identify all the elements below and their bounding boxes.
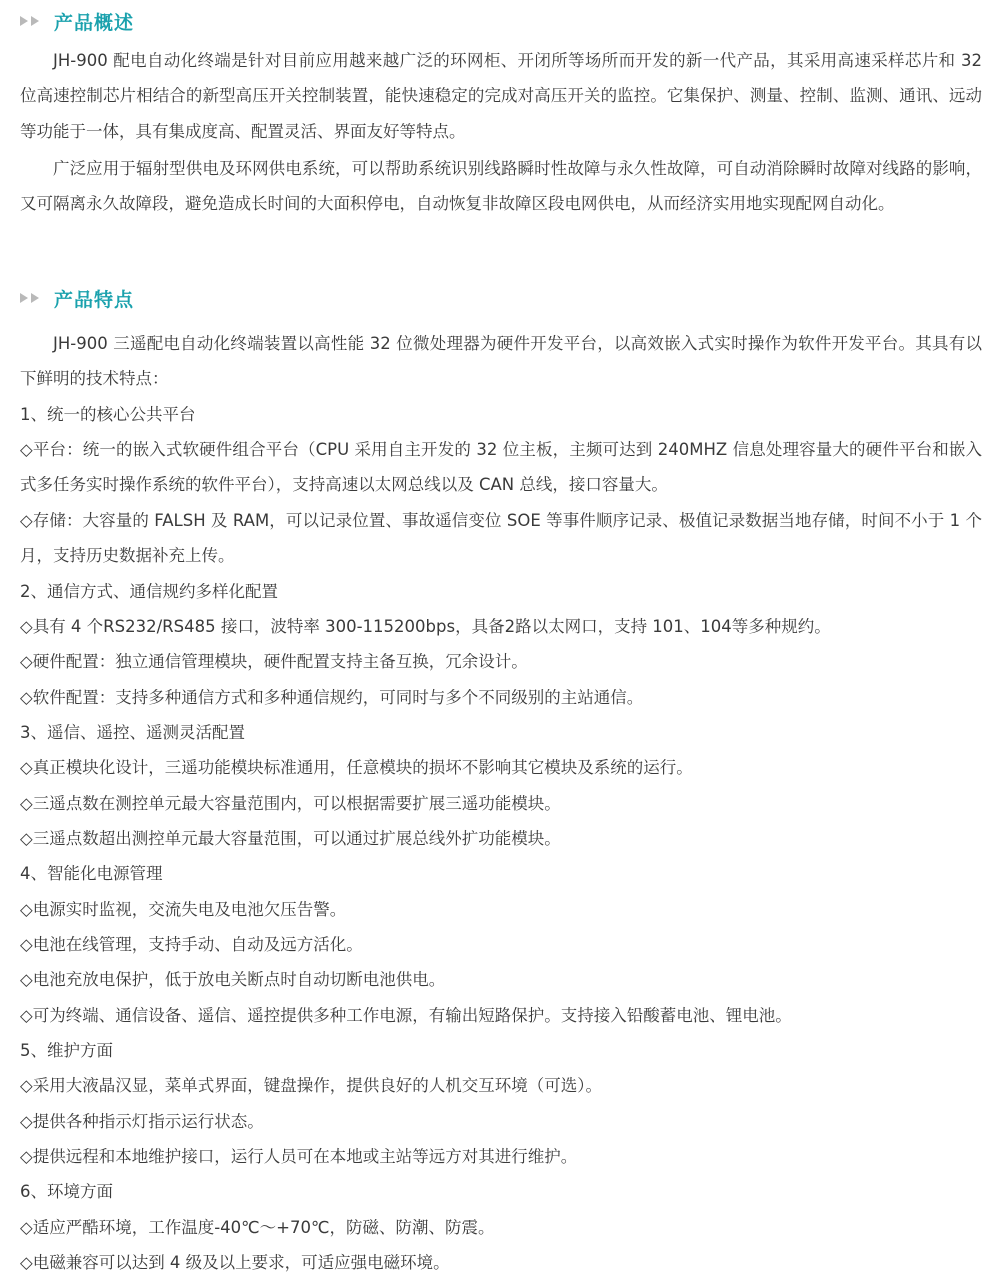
feature-heading-1: 1、统一的核心公共平台 bbox=[20, 405, 196, 424]
feature-heading-2: 2、通信方式、通信规约多样化配置 bbox=[20, 582, 278, 601]
features-title: 产品特点 bbox=[54, 288, 135, 311]
feature-item: ◇提供远程和本地维护接口，运行人员可在本地或主站等远方对其进行维护。 bbox=[20, 1147, 578, 1166]
overview-paragraph-2: 广泛应用于辐射型供电及环网供电系统，可以帮助系统识别线路瞬时性故障与永久性故障，可自动消除瞬时故障对线路的影响，又可隔离永久故障段，避免造成长时间的大面积停电，自动恢复非故障区段电网供电，从而经济实用地实现配网自动化。 bbox=[20, 159, 982, 214]
feature-item: ◇硬件配置：独立通信管理模块，硬件配置支持主备互换，冗余设计。 bbox=[20, 652, 528, 671]
feature-item: ◇存储：大容量的 FALSH 及 RAM，可以记录位置、事故遥信变位 SOE 等事件顺序记录、极值记录数据当地存储，时间不小于 1 个月，支持历史数据补充上传。 bbox=[20, 511, 982, 566]
feature-item: ◇软件配置：支持多种通信方式和多种通信规约，可同时与多个不同级别的主站通信。 bbox=[20, 688, 644, 707]
feature-item: ◇电源实时监视，交流失电及电池欠压告警。 bbox=[20, 900, 347, 919]
section-title-features bbox=[20, 283, 134, 313]
feature-item: ◇三遥点数超出测控单元最大容量范围，可以通过扩展总线外扩功能模块。 bbox=[20, 829, 561, 848]
feature-item: ◇电磁兼容可以达到 4 级及以上要求，可适应强电磁环境。 bbox=[20, 1253, 450, 1272]
feature-item: ◇具有 4 个RS232/RS485 接口，波特率 300-115200bps，具备2路以太网口，支持 101、104等多种规约。 bbox=[20, 617, 831, 636]
feature-heading-6: 6、环境方面 bbox=[20, 1182, 113, 1201]
feature-heading-3: 3、遥信、遥控、遥测灵活配置 bbox=[20, 723, 245, 742]
feature-item: ◇采用大液晶汉显，菜单式界面，键盘操作，提供良好的人机交互环境（可选）。 bbox=[20, 1076, 602, 1095]
features-intro: JH-900 三遥配电自动化终端装置以高性能 32 位微处理器为硬件开发平台，以高效嵌入式实时操作为软件开发平台。其具有以下鲜明的技术特点： bbox=[20, 334, 982, 389]
feature-item: ◇平台：统一的嵌入式软硬件组合平台（CPU 采用自主开发的 32 位主板，主频可达到 240MHZ 信息处理容量大的硬件平台和嵌入式多任务实时操作系统的软件平台），支持高速以太网总线以及 CAN 总线，接口容量大。 bbox=[20, 440, 982, 495]
overview-title: 产品概述 bbox=[54, 11, 135, 34]
feature-heading-4: 4、智能化电源管理 bbox=[20, 864, 163, 883]
feature-item: ◇电池在线管理，支持手动、自动及远方活化。 bbox=[20, 935, 363, 954]
section-title-overview bbox=[20, 6, 134, 36]
overview-paragraph-1: JH-900 配电自动化终端是针对目前应用越来越广泛的环网柜、开闭所等场所而开发的新一代产品，其采用高速采样芯片和 32 位高速控制芯片相结合的新型高压开关控制装置，能快速稳定的完成对高压开关的监控。它集保护、测量、控制、监测、通讯、远动等功能于一体，具有集成度高、配置灵活、界面友好等特点。 bbox=[20, 51, 982, 141]
double-arrow-icon bbox=[20, 16, 42, 26]
feature-item: ◇三遥点数在测控单元最大容量范围内，可以根据需要扩展三遥功能模块。 bbox=[20, 794, 561, 813]
double-arrow-icon bbox=[20, 293, 42, 303]
feature-item: ◇提供各种指示灯指示运行状态。 bbox=[20, 1112, 264, 1131]
feature-heading-5: 5、维护方面 bbox=[20, 1041, 113, 1060]
feature-item: ◇真正模块化设计，三遥功能模块标准通用，任意模块的损坏不影响其它模块及系统的运行。 bbox=[20, 758, 693, 777]
feature-item: ◇适应严酷环境，工作温度-40℃～+70℃，防磁、防潮、防震。 bbox=[20, 1218, 495, 1237]
feature-item: ◇电池充放电保护，低于放电关断点时自动切断电池供电。 bbox=[20, 970, 446, 989]
feature-item: ◇可为终端、通信设备、遥信、遥控提供多种工作电源，有输出短路保护。支持接入铅酸蓄电池、锂电池。 bbox=[20, 1006, 792, 1025]
